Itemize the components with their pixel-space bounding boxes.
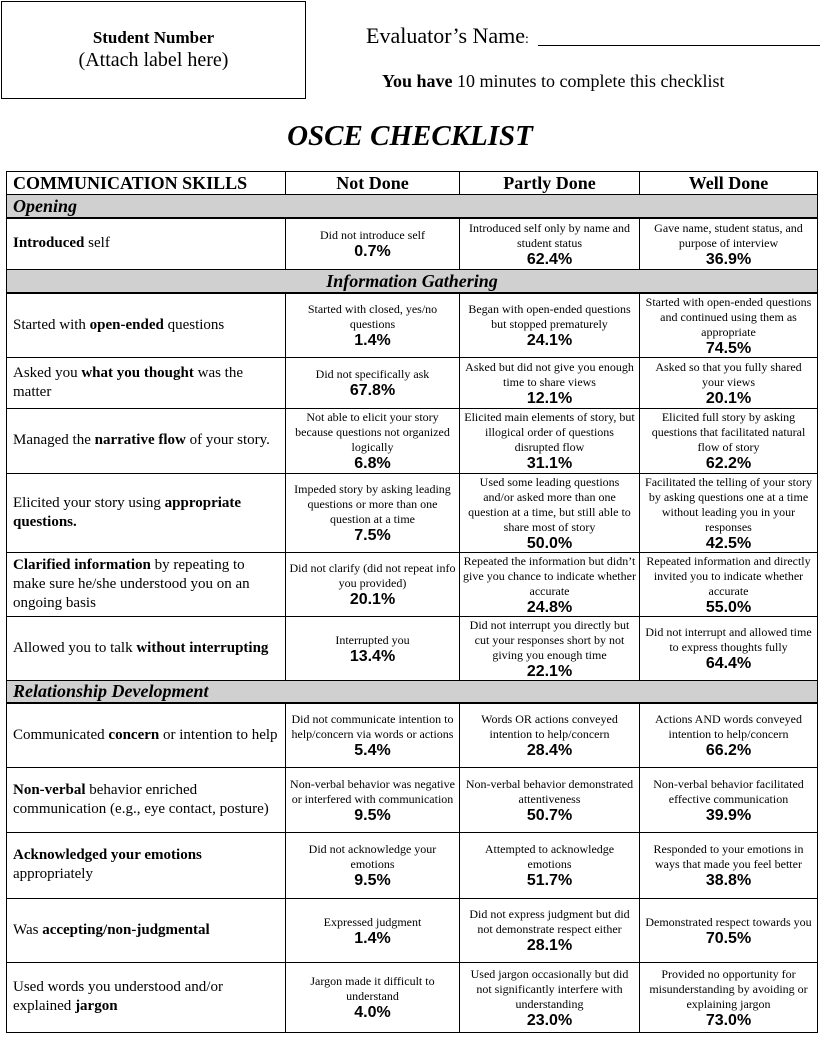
skill-keyword: Clarified information xyxy=(13,556,151,573)
option-cell-not-done xyxy=(286,962,460,1032)
skill-text: Managed the xyxy=(13,432,95,448)
skill-keyword: concern xyxy=(108,726,160,743)
time-instruction xyxy=(382,70,724,92)
option-percentage: 62.2% xyxy=(705,455,752,472)
option-cell-partly-done xyxy=(460,357,640,408)
option-percentage: 9.5% xyxy=(354,806,391,824)
option-percentage: 12.1% xyxy=(526,389,573,407)
student-number-box xyxy=(1,1,306,99)
option-cell-not-done xyxy=(286,703,460,767)
section-header-row xyxy=(7,195,818,218)
option-description: Demonstrated respect towards you xyxy=(645,914,812,929)
option-description: Not able to elicit your story because questions not organized logically xyxy=(295,410,450,454)
page-title: OSCE CHECKLIST xyxy=(287,120,533,152)
skill-keyword: narrative flow xyxy=(94,432,186,448)
option-cell-well-done xyxy=(640,898,818,962)
option-description: Did not clarify (did not repeat info you provided) xyxy=(289,561,456,590)
option-percentage: 50.0% xyxy=(526,534,573,552)
checklist-row xyxy=(7,357,818,408)
skill-text: Was xyxy=(13,921,43,938)
option-percentage: 74.5% xyxy=(705,339,752,357)
skill-cell xyxy=(7,552,286,616)
option-cell-partly-done xyxy=(460,473,640,552)
option-cell-well-done xyxy=(640,616,818,680)
option-description: Repeated the information but didn’t give you chance to indicate whether accurate xyxy=(463,553,636,598)
option-percentage: 22.1% xyxy=(526,662,573,680)
skill-cell xyxy=(7,473,286,552)
skill-keyword: Acknowledged your emotions xyxy=(13,847,202,863)
option-description: Elicited full story by asking questions that facilitated natural flow of story xyxy=(651,410,806,454)
skill-keyword: open-ended xyxy=(89,316,164,333)
option-percentage: 6.8% xyxy=(354,455,391,472)
option-percentage: 0.7% xyxy=(354,243,391,261)
skill-text: Elicited your story using xyxy=(13,494,165,511)
skill-cell xyxy=(7,218,286,270)
option-cell-well-done xyxy=(640,408,818,473)
skill-text: self xyxy=(84,235,110,252)
option-percentage: 31.1% xyxy=(526,455,573,472)
skill-keyword: jargon xyxy=(75,998,118,1014)
option-description: Used some leading questions and/or asked more than one question at a time, but still able to share most of story xyxy=(468,474,631,534)
option-description: Non-verbal behavior was negative or interfered with communication xyxy=(290,776,455,806)
option-description: Expressed judgment xyxy=(323,914,422,929)
skill-cell xyxy=(7,767,286,832)
checklist-row xyxy=(7,962,818,1032)
option-cell-partly-done xyxy=(460,616,640,680)
skill-cell xyxy=(7,616,286,680)
option-cell-not-done xyxy=(286,408,460,473)
option-description: Responded to your emotions in ways that made you feel better xyxy=(653,842,804,871)
option-percentage: 1.4% xyxy=(354,929,391,947)
option-description: Jargon made it difficult to understand xyxy=(310,974,435,1003)
section-title: Relationship Development xyxy=(7,680,818,703)
evaluator-name-field xyxy=(366,24,820,50)
option-description: Started with closed, yes/no questions xyxy=(307,302,438,331)
skill-text: Communicated xyxy=(13,726,109,743)
skill-text: behavior enriched communication (e.g., eye contact, posture) xyxy=(13,781,269,817)
option-percentage: 42.5% xyxy=(705,534,752,552)
option-cell-not-done xyxy=(286,898,460,962)
option-cell-not-done xyxy=(286,832,460,898)
option-percentage: 66.2% xyxy=(705,742,752,760)
option-cell-not-done xyxy=(286,357,460,408)
column-header-not-done: Not Done xyxy=(286,172,460,195)
checklist-row xyxy=(7,832,818,898)
option-cell-well-done xyxy=(640,218,818,270)
option-percentage: 4.0% xyxy=(354,1004,391,1021)
option-percentage: 23.0% xyxy=(526,1011,573,1029)
option-description: Elicited main elements of story, but illogical order of questions disrupted flow xyxy=(464,410,635,454)
skill-text: Used words you understood and/or explained xyxy=(13,979,223,1014)
option-description: Started with open-ended questions and continued using them as appropriate xyxy=(645,294,812,339)
section-header-row xyxy=(7,680,818,703)
skill-keyword: without interrupting xyxy=(136,639,269,656)
option-description: Used jargon occasionally but did not significantly interfere with understanding xyxy=(470,966,629,1011)
option-description: Did not interrupt you directly but cut your responses short by not giving you enough time xyxy=(469,617,630,662)
option-percentage: 13.4% xyxy=(349,647,396,665)
option-percentage: 9.5% xyxy=(354,872,391,889)
skill-text: Asked you xyxy=(13,364,82,381)
option-description: Asked but did not give you enough time to share views xyxy=(465,359,634,389)
option-description: Gave name, student status, and purpose of interview xyxy=(654,220,803,250)
option-description: Did not introduce self xyxy=(320,228,425,243)
option-description: Did not communicate intention to help/concern via words or actions xyxy=(291,712,454,742)
checklist-row xyxy=(7,293,818,358)
option-percentage: 5.4% xyxy=(354,742,391,760)
student-number-title: Student Number xyxy=(92,28,215,47)
option-percentage: 7.5% xyxy=(354,527,391,544)
option-description: Did not interrupt and allowed time to express thoughts fully xyxy=(645,625,812,654)
option-description: Non-verbal behavior facilitated effective communication xyxy=(653,776,804,806)
checklist-row xyxy=(7,767,818,832)
option-cell-partly-done xyxy=(460,898,640,962)
skill-text: questions xyxy=(163,316,225,333)
student-number-instruction: (Attach label here) xyxy=(78,49,229,71)
option-cell-not-done xyxy=(286,218,460,270)
skill-cell xyxy=(7,962,286,1032)
option-description: Actions AND words conveyed intention to help/concern xyxy=(655,712,802,742)
option-percentage: 51.7% xyxy=(526,872,573,889)
skill-cell xyxy=(7,408,286,473)
skill-keyword: what you thought xyxy=(81,364,194,381)
section-title: Information Gathering xyxy=(7,270,818,293)
option-percentage: 67.8% xyxy=(349,382,396,399)
option-percentage: 20.1% xyxy=(349,591,396,608)
checklist-row xyxy=(7,473,818,552)
evaluator-name-line xyxy=(538,45,820,46)
option-cell-partly-done xyxy=(460,832,640,898)
skill-keyword: appropriate questions. xyxy=(13,494,242,530)
option-percentage: 36.9% xyxy=(705,250,752,268)
option-cell-well-done xyxy=(640,357,818,408)
checklist-row xyxy=(7,703,818,767)
option-cell-well-done xyxy=(640,962,818,1032)
option-percentage: 62.4% xyxy=(526,250,573,268)
option-cell-well-done xyxy=(640,552,818,616)
column-header-skills: COMMUNICATION SKILLS xyxy=(7,172,286,195)
option-description: Did not specifically ask xyxy=(315,367,430,381)
option-cell-partly-done xyxy=(460,703,640,767)
skill-text: of your story. xyxy=(185,432,270,448)
option-description: Repeated information and directly invited you to indicate whether accurate xyxy=(646,553,811,598)
checklist-row xyxy=(7,218,818,270)
skill-text: appropriately xyxy=(13,866,93,882)
option-percentage: 28.1% xyxy=(526,937,573,954)
option-description: Impeded story by asking leading questions or more than one question at a time xyxy=(294,482,451,526)
option-cell-well-done xyxy=(640,767,818,832)
option-percentage: 1.4% xyxy=(354,332,391,349)
time-instruction-bold: You have xyxy=(382,71,453,91)
option-cell-not-done xyxy=(286,552,460,616)
skill-text: was the matter xyxy=(13,364,244,400)
option-cell-not-done xyxy=(286,473,460,552)
option-description: Interrupted you xyxy=(335,632,410,647)
checklist-row xyxy=(7,616,818,680)
option-cell-partly-done xyxy=(460,962,640,1032)
option-percentage: 70.5% xyxy=(705,929,752,947)
time-instruction-text: 10 minutes to complete this checklist xyxy=(457,71,725,91)
option-description: Began with open-ended questions but stopped prematurely xyxy=(468,302,631,331)
skill-text: Allowed you to talk xyxy=(13,639,137,656)
skill-keyword: Non-verbal xyxy=(13,781,86,798)
option-description: Did not express judgment but did not demonstrate respect either xyxy=(469,907,630,936)
option-percentage: 39.9% xyxy=(705,806,752,824)
option-cell-well-done xyxy=(640,293,818,358)
option-cell-not-done xyxy=(286,767,460,832)
skill-text: by repeating to make sure he/she understood you on an ongoing basis xyxy=(13,556,250,611)
option-cell-not-done xyxy=(286,616,460,680)
option-percentage: 38.8% xyxy=(705,872,752,889)
option-cell-partly-done xyxy=(460,293,640,358)
option-description: Facilitated the telling of your story by asking questions one at a time without leading you in your responses xyxy=(645,474,812,534)
option-description: Attempted to acknowledge emotions xyxy=(484,842,615,871)
header-row xyxy=(7,172,818,195)
option-cell-partly-done xyxy=(460,552,640,616)
option-description: Did not acknowledge your emotions xyxy=(308,842,437,871)
option-percentage: 28.4% xyxy=(526,742,573,760)
option-percentage: 64.4% xyxy=(705,655,752,672)
skill-cell xyxy=(7,293,286,358)
option-cell-well-done xyxy=(640,832,818,898)
checklist-row xyxy=(7,408,818,473)
option-percentage: 24.1% xyxy=(526,332,573,349)
skill-cell xyxy=(7,703,286,767)
checklist-table xyxy=(6,171,818,1033)
option-percentage: 50.7% xyxy=(526,806,573,824)
section-header-row xyxy=(7,270,818,293)
evaluator-name-label: Evaluator’s Name xyxy=(366,23,526,48)
option-cell-partly-done xyxy=(460,408,640,473)
column-header-partly-done: Partly Done xyxy=(460,172,640,195)
checklist-row xyxy=(7,898,818,962)
skill-cell xyxy=(7,357,286,408)
option-description: Words OR actions conveyed intention to help/concern xyxy=(481,712,618,742)
option-percentage: 24.8% xyxy=(526,598,573,616)
option-cell-partly-done xyxy=(460,218,640,270)
option-cell-partly-done xyxy=(460,767,640,832)
option-description: Non-verbal behavior demonstrated attentiveness xyxy=(465,776,634,806)
column-header-well-done: Well Done xyxy=(640,172,818,195)
evaluator-colon: : xyxy=(525,32,529,47)
option-percentage: 73.0% xyxy=(705,1011,752,1029)
option-cell-well-done xyxy=(640,703,818,767)
skill-cell xyxy=(7,832,286,898)
section-title: Opening xyxy=(7,195,818,218)
option-description: Provided no opportunity for misunderstanding by avoiding or explaining jargon xyxy=(649,966,808,1011)
option-cell-not-done xyxy=(286,293,460,358)
skill-text: Started with xyxy=(13,316,90,333)
option-description: Asked so that you fully shared your views xyxy=(655,359,802,389)
option-cell-well-done xyxy=(640,473,818,552)
option-percentage: 20.1% xyxy=(705,389,752,407)
skill-text: or intention to help xyxy=(159,726,278,743)
skill-cell xyxy=(7,898,286,962)
option-percentage: 55.0% xyxy=(705,598,752,616)
skill-keyword: accepting/non-judgmental xyxy=(42,921,210,938)
option-description: Introduced self only by name and student status xyxy=(469,220,630,250)
skill-keyword: Introduced xyxy=(13,235,85,252)
checklist-row xyxy=(7,552,818,616)
